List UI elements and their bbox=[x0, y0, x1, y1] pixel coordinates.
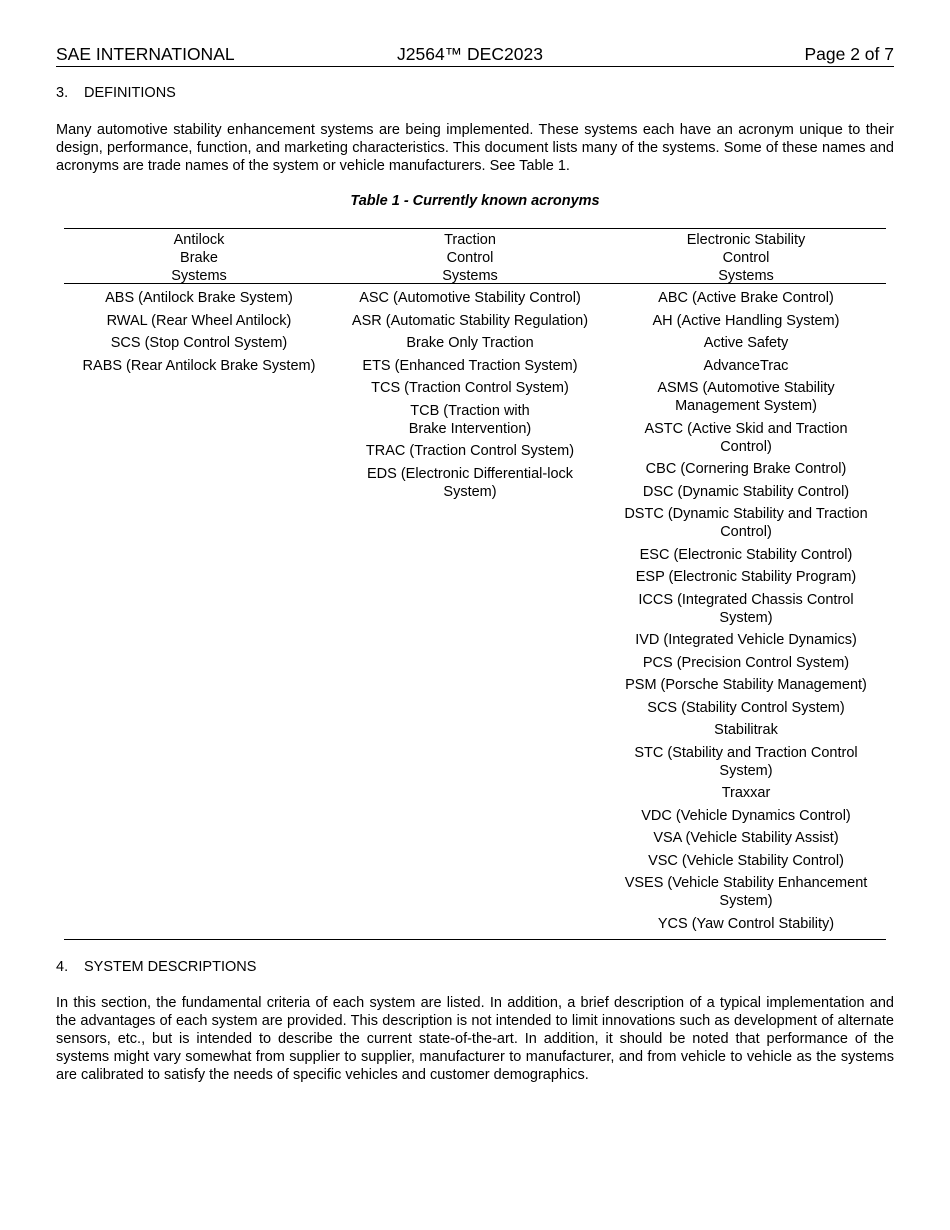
table-cell: SCS (Stop Control System) bbox=[110, 335, 288, 351]
column-traction-control bbox=[334, 289, 606, 505]
table-cell: ABC (Active Brake Control) bbox=[658, 290, 834, 306]
section-3-number: 3. bbox=[56, 85, 69, 101]
table-cell: SCS (Stability Control System) bbox=[647, 699, 845, 716]
section-3-heading bbox=[56, 84, 176, 102]
table-cell: CBC (Cornering Brake Control) bbox=[645, 461, 847, 477]
header-line: Systems bbox=[442, 268, 498, 284]
table-cell: TCB (Traction with Brake Intervention) bbox=[408, 402, 532, 437]
header-col-antilock bbox=[64, 231, 334, 285]
table-cell: ABS (Antilock Brake System) bbox=[105, 290, 293, 306]
table-cell: YCS (Yaw Control Stability) bbox=[657, 915, 835, 932]
header-line: Control bbox=[722, 250, 770, 266]
header-page-number: Page 2 of 7 bbox=[804, 44, 894, 64]
table-caption: Table 1 - Currently known acronyms bbox=[350, 193, 600, 209]
table-cell: EDS (Electronic Differential-lock System) bbox=[366, 465, 574, 500]
table-cell: STC (Stability and Traction Control System) bbox=[634, 744, 858, 779]
page-header bbox=[56, 44, 894, 67]
table-cell: Traxxar bbox=[721, 785, 771, 801]
table-header bbox=[64, 229, 886, 284]
table-cell: PSM (Porsche Stability Management) bbox=[625, 677, 867, 693]
section-4-number: 4. bbox=[56, 959, 69, 975]
table-cell: ASC (Automotive Stability Control) bbox=[359, 290, 581, 306]
table-cell: DSTC (Dynamic Stability and Traction Control) bbox=[624, 506, 868, 540]
table-cell: VSC (Vehicle Stability Control) bbox=[648, 852, 844, 869]
table-cell: ESC (Electronic Stability Control) bbox=[639, 546, 853, 563]
section-4-paragraph: In this section, the fundamental criteria of each system are listed. In addition, a brief description of a typical implementation and the advantages of each system are provided. This description is not intended to limit innovations such as development of alternate sensors, etc., but is intended to describe the current state-of-the-art. In addition, it should be noted that performance of the systems might vary somewhat from supplier to supplier, manufacturer to manufacturer, and from vehicle to vehicle as the systems are calibrated to satisfy the needs of specific vehicles and customer demographics. bbox=[56, 995, 894, 1083]
column-electronic-stability bbox=[606, 289, 886, 937]
header-line: Systems bbox=[718, 268, 774, 284]
header-line: Electronic Stability bbox=[686, 232, 806, 248]
table-cell: AdvanceTrac bbox=[703, 357, 789, 374]
header-line: Traction bbox=[444, 232, 496, 248]
table-cell: PCS (Precision Control System) bbox=[642, 654, 850, 671]
header-line: Brake bbox=[180, 250, 218, 266]
table-cell: TRAC (Traction Control System) bbox=[365, 443, 575, 459]
table-cell: ASMS (Automotive Stability Management System) bbox=[657, 380, 835, 414]
table-cell: VSES (Vehicle Stability Enhancement System) bbox=[624, 875, 868, 909]
header-line: Control bbox=[446, 250, 494, 266]
table-cell: RWAL (Rear Wheel Antilock) bbox=[106, 312, 292, 329]
table-cell: Active Safety bbox=[703, 335, 789, 351]
section-3-paragraph: Many automotive stability enhancement systems are being implemented. These systems each have an acronym unique to their design, performance, function, and marketing characteristics. This document lists many of the systems. Some of these names and acronyms are trade names of the system or vehicle manufacturers. See Table 1. bbox=[56, 122, 894, 174]
table-cell: ASR (Automatic Stability Regulation) bbox=[351, 312, 589, 329]
table-cell: Brake Only Traction bbox=[406, 335, 534, 351]
table-cell: IVD (Integrated Vehicle Dynamics) bbox=[635, 632, 857, 648]
header-line: Systems bbox=[171, 268, 227, 284]
header-col-traction bbox=[334, 231, 606, 285]
table-cell: TCS (Traction Control System) bbox=[371, 380, 569, 396]
header-col-esc bbox=[606, 231, 886, 285]
table-cell: ASTC (Active Skid and Traction Control) bbox=[644, 420, 848, 455]
table-cell: ESP (Electronic Stability Program) bbox=[635, 569, 857, 585]
table-cell: AH (Active Handling System) bbox=[652, 312, 840, 329]
table-cell: ETS (Enhanced Traction System) bbox=[362, 357, 578, 374]
header-doc-id: J2564™ DEC2023 bbox=[397, 44, 543, 64]
header-line: Antilock bbox=[173, 232, 225, 248]
table-cell: RABS (Rear Antilock Brake System) bbox=[82, 357, 316, 374]
column-antilock-brake bbox=[64, 289, 334, 379]
section-4-heading bbox=[56, 958, 256, 976]
section-3-title: DEFINITIONS bbox=[84, 85, 176, 101]
table-cell: ICCS (Integrated Chassis Control System) bbox=[638, 591, 854, 626]
header-org: SAE INTERNATIONAL bbox=[56, 44, 235, 64]
table-cell: DSC (Dynamic Stability Control) bbox=[642, 483, 850, 500]
table-cell: VSA (Vehicle Stability Assist) bbox=[653, 830, 839, 846]
table-cell: Stabilitrak bbox=[714, 722, 778, 738]
table-cell: VDC (Vehicle Dynamics Control) bbox=[641, 807, 851, 824]
acronym-table bbox=[64, 228, 886, 940]
section-4-title: SYSTEM DESCRIPTIONS bbox=[84, 959, 257, 975]
